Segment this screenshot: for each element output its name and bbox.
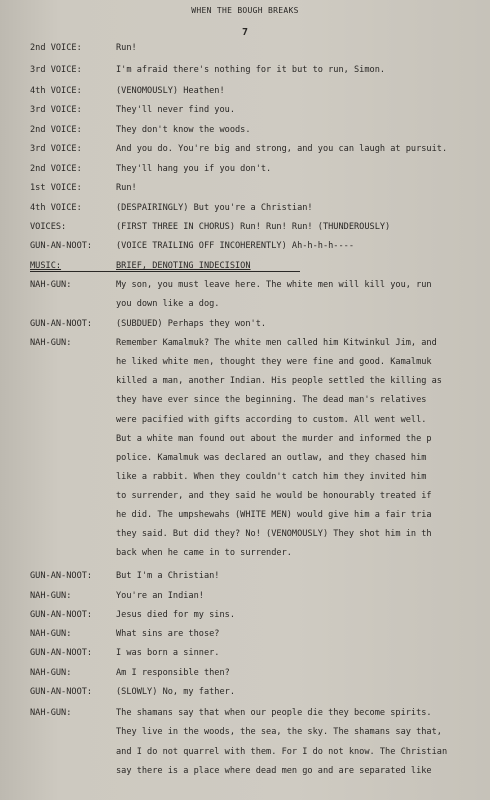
script-line [0, 102, 490, 118]
dialogue-text: (FIRST THREE IN CHORUS) Run! Run! Run! (THUNDEROUSLY) [116, 222, 391, 232]
speaker-label: NAH-GUN: [30, 708, 72, 718]
script-line [0, 744, 490, 760]
speaker-label: NAH-GUN: [30, 668, 72, 678]
dialogue-text: You're an Indian! [116, 591, 204, 601]
dialogue-text: I was born a sinner. [116, 648, 220, 658]
speaker-label: GUN-AN-NOOT: [30, 319, 93, 329]
dialogue-text: back when he came in to surrender. [116, 548, 292, 558]
speaker-label: NAH-GUN: [30, 280, 72, 290]
dialogue-text: BRIEF, DENOTING INDECISION [116, 261, 251, 271]
script-line [0, 392, 490, 408]
speaker-label: 1st VOICE: [30, 183, 82, 193]
script-line [0, 62, 490, 78]
speaker-label: MUSIC: [30, 261, 62, 271]
script-line [0, 141, 490, 157]
dialogue-text: But a white man found out about the murder and informed the p [116, 434, 432, 444]
script-line [0, 373, 490, 389]
dialogue-text: were pacified with gifts according to custom. All went well. [116, 415, 427, 425]
script-line [0, 40, 490, 56]
dialogue-text: The shamans say that when our people die they become spirits. [116, 708, 432, 718]
music-cue-underline [30, 271, 300, 272]
script-line [0, 645, 490, 661]
script-line [0, 200, 490, 216]
script-line [0, 705, 490, 721]
speaker-label: 3rd VOICE: [30, 144, 82, 154]
dialogue-text: My son, you must leave here. The white men will kill you, run [116, 280, 432, 290]
script-line [0, 665, 490, 681]
script-line [0, 161, 490, 177]
script-line [0, 450, 490, 466]
dialogue-text: and I do not quarrel with them. For I do not know. The Christian [116, 747, 448, 757]
dialogue-text: But I'm a Christian! [116, 571, 220, 581]
dialogue-text: police. Kamalmuk was declared an outlaw, and they chased him [116, 453, 427, 463]
dialogue-text: they have ever since the beginning. The dead man's relatives [116, 395, 427, 405]
script-line [0, 431, 490, 447]
speaker-label: NAH-GUN: [30, 338, 72, 348]
script-line [0, 763, 490, 779]
page-title: WHEN THE BOUGH BREAKS [191, 6, 299, 15]
dialogue-text: And you do. You're big and strong, and you can laugh at pursuit. [116, 144, 448, 154]
dialogue-text: like a rabbit. When they couldn't catch him they invited him [116, 472, 427, 482]
speaker-label: GUN-AN-NOOT: [30, 241, 93, 251]
script-line [0, 238, 490, 254]
script-line [0, 219, 490, 235]
script-line [0, 568, 490, 584]
script-line [0, 180, 490, 196]
script-line [0, 277, 490, 293]
script-line [0, 526, 490, 542]
speaker-label: GUN-AN-NOOT: [30, 571, 93, 581]
dialogue-text: What sins are those? [116, 629, 220, 639]
dialogue-text: They live in the woods, the sea, the sky. The shamans say that, [116, 727, 442, 737]
dialogue-text: (DESPAIRINGLY) But you're a Christian! [116, 203, 313, 213]
dialogue-text: Am I responsible then? [116, 668, 230, 678]
dialogue-text: you down like a dog. [116, 299, 220, 309]
dialogue-text: he did. The umpshewahs (WHITE MEN) would give him a fair tria [116, 510, 432, 520]
script-line [0, 469, 490, 485]
speaker-label: GUN-AN-NOOT: [30, 687, 93, 697]
script-line [0, 724, 490, 740]
dialogue-text: Run! [116, 43, 137, 53]
script-line [0, 488, 490, 504]
dialogue-text: killed a man, another Indian. His people settled the killing as [116, 376, 442, 386]
script-line [0, 354, 490, 370]
dialogue-text: they said. But did they? No! (VENOMOUSLY) They shot him in th [116, 529, 432, 539]
script-line [0, 684, 490, 700]
speaker-label: NAH-GUN: [30, 629, 72, 639]
dialogue-text: They'll hang you if you don't. [116, 164, 272, 174]
script-line [0, 412, 490, 428]
speaker-label: 3rd VOICE: [30, 65, 82, 75]
dialogue-text: to surrender, and they said he would be honourably treated if [116, 491, 432, 501]
script-line [0, 83, 490, 99]
dialogue-text: Remember Kamalmuk? The white men called him Kitwinkul Jim, and [116, 338, 437, 348]
script-line [0, 335, 490, 351]
dialogue-text: say there is a place where dead men go and are separated like [116, 766, 432, 776]
speaker-label: 3rd VOICE: [30, 105, 82, 115]
script-line [0, 258, 490, 274]
script-line [0, 607, 490, 623]
dialogue-text: They'll never find you. [116, 105, 235, 115]
script-line [0, 588, 490, 604]
speaker-label: 4th VOICE: [30, 203, 82, 213]
dialogue-text: They don't know the woods. [116, 125, 251, 135]
script-line [0, 507, 490, 523]
script-line [0, 122, 490, 138]
speaker-label: GUN-AN-NOOT: [30, 610, 93, 620]
page-number: 7 [241, 27, 249, 38]
dialogue-text: (VOICE TRAILING OFF INCOHERENTLY) Ah-h-h-h---- [116, 241, 354, 251]
speaker-label: 4th VOICE: [30, 86, 82, 96]
speaker-label: GUN-AN-NOOT: [30, 648, 93, 658]
speaker-label: 2nd VOICE: [30, 125, 82, 135]
speaker-label: NAH-GUN: [30, 591, 72, 601]
dialogue-text: Run! [116, 183, 137, 193]
script-line [0, 316, 490, 332]
speaker-label: 2nd VOICE: [30, 43, 82, 53]
dialogue-text: Jesus died for my sins. [116, 610, 235, 620]
dialogue-text: he liked white men, thought they were fine and good. Kamalmuk [116, 357, 432, 367]
dialogue-text: (SLOWLY) No, my father. [116, 687, 235, 697]
script-line [0, 626, 490, 642]
script-line [0, 296, 490, 312]
dialogue-text: I'm afraid there's nothing for it but to run, Simon. [116, 65, 386, 75]
dialogue-text: (SUBDUED) Perhaps they won't. [116, 319, 267, 329]
speaker-label: 2nd VOICE: [30, 164, 82, 174]
dialogue-text: (VENOMOUSLY) Heathen! [116, 86, 225, 96]
speaker-label: VOICES: [30, 222, 67, 232]
script-line [0, 545, 490, 561]
